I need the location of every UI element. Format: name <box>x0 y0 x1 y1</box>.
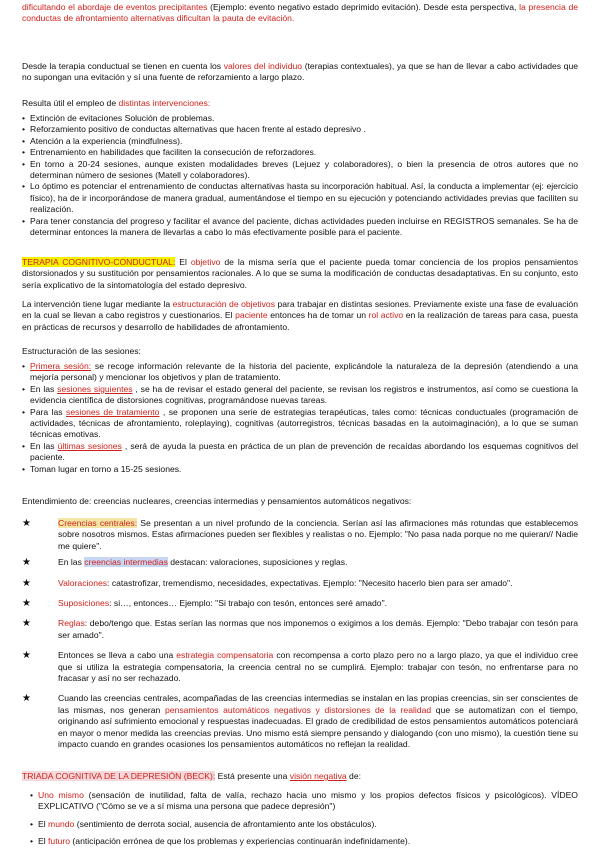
intro-red-1: dificultando el abordaje de eventos precipitantes <box>22 2 208 12</box>
session-red: sesiones siguientes <box>57 383 133 394</box>
triad-text-b: de: <box>349 771 361 781</box>
central-red: Creencias centrales: <box>58 518 138 528</box>
cbt-red: objetivo <box>190 257 221 267</box>
star-icon: ★ <box>22 557 31 569</box>
list-item: • Toman lugar en torno a 15-25 sesiones. <box>22 464 578 475</box>
star-icon: ★ <box>22 577 31 589</box>
list-item <box>30 819 578 830</box>
list-item: • Entrenamiento en habilidades que faciliten la consecución de reforzadores. <box>22 147 578 158</box>
list-item: • Extinción de evitaciones Solución de problemas. <box>22 113 578 124</box>
sessions-list <box>22 361 578 475</box>
star-item <box>22 618 578 641</box>
intervention-red-1: estructuración de objetivos <box>172 299 276 309</box>
list-item <box>30 836 578 847</box>
triad-title: TRIADA COGNITIVA DE LA DEPRESIÓN (BECK): <box>22 771 216 781</box>
interventions-lead: Resulta útil el empleo de <box>22 98 117 108</box>
star-icon: ★ <box>22 518 31 529</box>
session-pre: Para las <box>30 406 63 417</box>
suposiciones-red: Suposiciones <box>58 598 110 609</box>
beliefs-heading: Entendimiento de: creencias nucleares, creencias intermedias y pensamientos automáticos negativos: <box>22 496 412 506</box>
triad-list <box>30 790 578 848</box>
intro-black-1: (Ejemplo: evento negativo estado deprimido evitación). Desde esta perspectiva, <box>210 2 517 12</box>
compensatoria-pre: Entonces se lleva a cabo una <box>58 650 174 661</box>
reglas-text: : debo/tengo que. Estas serían las normas que nos imponemos o exigimos a los demás. Ejemplo: "Debo trabajar con tesón para ser amado". <box>58 618 578 640</box>
sessions-heading: Estructuración de las sesiones: <box>22 346 141 356</box>
list-item <box>22 407 578 441</box>
list-item: • En torno a 20-24 sesiones, aunque existen modalidades breves (Lejuez y colaboradores), o bien la presencia de otros autores que no determinan número de sesiones (Matell y colaboradores). <box>22 159 578 182</box>
interventions-red: distintas intervenciones: <box>118 98 211 108</box>
triad-item-pre: El <box>38 818 46 829</box>
reglas-red: Reglas <box>58 618 85 629</box>
session-text: , será de ayuda la puesta en práctica de un plan de prevención de recaídas abordando los esquemas cognitivos del paciente. <box>30 440 579 463</box>
star-item <box>22 693 578 750</box>
values-text-b: (terapias contextuales), ya que se han de llevar a cabo actividades que no supongan una evitación y sí una fuente de reforzamiento a largo plazo. <box>22 61 579 83</box>
central-text: Se presentan a un nivel profundo de la conciencia. Serían así las afirmaciones más rotundas que establecemos sobre nosotros mismos. Estas afirmaciones pueden ser flexibles y realistas o no. Ejemplo: "No pasa nada porque no me quieran// Nadie me quiere". <box>58 518 578 551</box>
intervention-paragraph <box>22 299 578 333</box>
intro-red-2: la presencia de conductas de afrontamiento alternativas dificultan la pauta de evitación. <box>22 2 579 24</box>
triad-text-a: Está presente una <box>217 771 288 781</box>
automatic-text: que se automatizan con el tiempo, originando así sufrimiento emocional y respuestas inadecuadas. El grado de credibilidad de estos pensamientos automáticos potenciará en mayor o menor medida las creencias previas. Uno mismo está siempre pensando y dialogando (con uno mismo), la cuestión tiene su impacto cuando en grandes ocasiones los pensamientos automáticos no reflejan la realidad. <box>58 704 579 750</box>
automatic-pre: Cuando las creencias centrales, acompañadas de las creencias intermedias se instalan en las propias creencias, sin ser conscientes de las mismas, nos generan <box>58 693 578 715</box>
list-item <box>30 790 578 813</box>
intermediate-red: creencias intermedias <box>84 557 168 568</box>
interventions-list <box>22 113 578 238</box>
triad-item-pre: El <box>38 836 46 847</box>
star-item <box>22 650 578 684</box>
session-red: Primera sesión: <box>30 361 92 371</box>
star-icon: ★ <box>22 598 31 610</box>
star-item <box>22 557 578 568</box>
star-icon: ★ <box>22 693 31 705</box>
intervention-text-d: en la realización de tareas para casa, puesta en prácticas de recursos y desarrollo de habilidades de afrontamiento. <box>22 310 579 332</box>
intervention-text-b: para trabajar en distintas sesiones. Previamente existe una fase de evaluación en la cual se llevan a cabo registros y cuestionarios. El <box>22 299 578 321</box>
triad-item-red: mundo <box>48 818 75 829</box>
star-item <box>22 578 578 589</box>
intro-paragraph <box>22 2 578 25</box>
beliefs-list <box>22 518 578 751</box>
compensatoria-red: estrategia compensatoria <box>176 650 274 661</box>
session-pre: En las <box>30 440 55 451</box>
session-red: últimas sesiones <box>57 440 122 451</box>
cbt-text-b: de la misma sería que el paciente pueda tomar conciencia de los propios pensamientos distorsionados y su sustitución por pensamientos racionales. A lo que se suma la modificación de conductas desadaptativas. En su conjunto, esto sería explicativo de la sintomatología del estado depresivo. <box>22 257 578 290</box>
session-red: sesiones de tratamiento <box>66 406 160 417</box>
intervention-red-2: paciente <box>235 310 268 321</box>
intervention-red-3: rol activo <box>368 310 404 321</box>
cbt-title: TERAPIA COGNITIVO-CONDUCTUAL: <box>22 257 176 267</box>
list-item: • Reforzamiento positivo de conductas alternativas que hacen frente al estado depresivo . <box>22 124 578 135</box>
compensatoria-text: con recompensa a corto plazo pero no a largo plazo, ya que el individuo cree que si utiliza la estrategia compensatoria, la creencia central no se cumplirá. Ejemplo: trabajar con tesón, no enfrentarse para no fracasar y así no ser rechazado. <box>58 650 578 684</box>
star-icon: ★ <box>22 650 31 662</box>
star-item <box>22 518 578 552</box>
session-text: , se ha de revisar el estado general del paciente, se revisan los registros e instrumentos, así como se cuestiona la evidencia científica de distorsiones cognitivas, programándose nuevas tareas. <box>30 383 578 406</box>
session-text: se recoge información relevante de la historia del paciente, explicándole la naturaleza de la depresión (atendiendo a una mejoría personal) y mencionar los objetivos y plan de tratamiento. <box>30 361 578 383</box>
triad-item-red: Uno mismo <box>38 790 84 800</box>
star-item <box>22 598 578 609</box>
list-item: • Atención a la experiencia (mindfulness). <box>22 136 578 147</box>
automatic-red: pensamientos automáticos negativos y distorsiones de la realidad <box>164 704 432 715</box>
session-pre: En las <box>30 383 55 394</box>
list-item: • Para tener constancia del progreso y facilitar el avance del paciente, dichas actividades pueden incluirse en REGISTROS semanales. Se ha de determinar entonces la manera de llevarlas a cabo lo más efectivamente posible para el paciente. <box>22 216 578 239</box>
behavioral-therapy-paragraph <box>22 61 578 84</box>
triad-red: visión negativa <box>289 771 347 781</box>
suposiciones-text: : si…, entonces… Ejemplo: "Si trabajo con tesón, entonces seré amado". <box>109 598 388 609</box>
interventions-heading <box>22 98 578 109</box>
intervention-text-c: entonces ha de tomar un <box>270 310 367 321</box>
intermediate-pre: En las <box>58 557 82 568</box>
triad-item-red: futuro <box>48 836 71 847</box>
valoraciones-red: Valoraciones <box>58 577 108 588</box>
values-text-a: Desde la terapia conductual se tienen en cuenta los <box>22 61 222 71</box>
star-icon: ★ <box>22 618 31 630</box>
list-item <box>22 384 578 407</box>
triad-heading <box>22 771 578 782</box>
triad-item-text: (sentimiento de derrota social, ausencia de afrontamiento ante los obstáculos). <box>76 818 377 829</box>
values-red: valores del individuo <box>223 61 303 71</box>
list-item: • Lo óptimo es potenciar el entrenamiento de conductas alternativas hasta su incorporación habitual. Así, la conducta a implementar (ej: ejercicio físico), ha de ir incorporándose de manera gradual, aumentándose el tiempo en su ejecución y potenciando actividades previas que faciliten su realización. <box>22 181 578 215</box>
valoraciones-text: : catastrofizar, tremendismo, necesidades, expectativas. Ejemplo: "Necesito hacerlo bien para ser amado". <box>107 577 513 588</box>
cbt-paragraph <box>22 257 578 291</box>
triad-item-text: (anticipación errónea de que los problemas y experiencias continuarán indefinidamente). <box>72 836 411 847</box>
cbt-text-a: El <box>179 257 187 267</box>
list-item <box>22 441 578 464</box>
session-text: , se proponen una serie de estrategias terapéuticas, tales como: técnicas conductuales (programación de actividades, técnicas de afrontamiento, roleplaying), cognitivas (autorregistros, técnicas basadas en la autoimaginación), a lo que se suman técnicas emotivas. <box>30 406 578 440</box>
triad-item-text: (sensación de inutilidad, falta de valía, rechazo hacia uno mismo y los propios defectos físicos y psicológicos). VÍDEO EXPLICATIVO ("Cómo se ve a sí misma una persona que padece depresión") <box>38 790 578 812</box>
intermediate-text: destacan: valoraciones, suposiciones y reglas. <box>170 557 348 568</box>
intervention-text-a: La intervención tiene lugar mediante la <box>22 299 171 309</box>
list-item <box>22 361 578 384</box>
